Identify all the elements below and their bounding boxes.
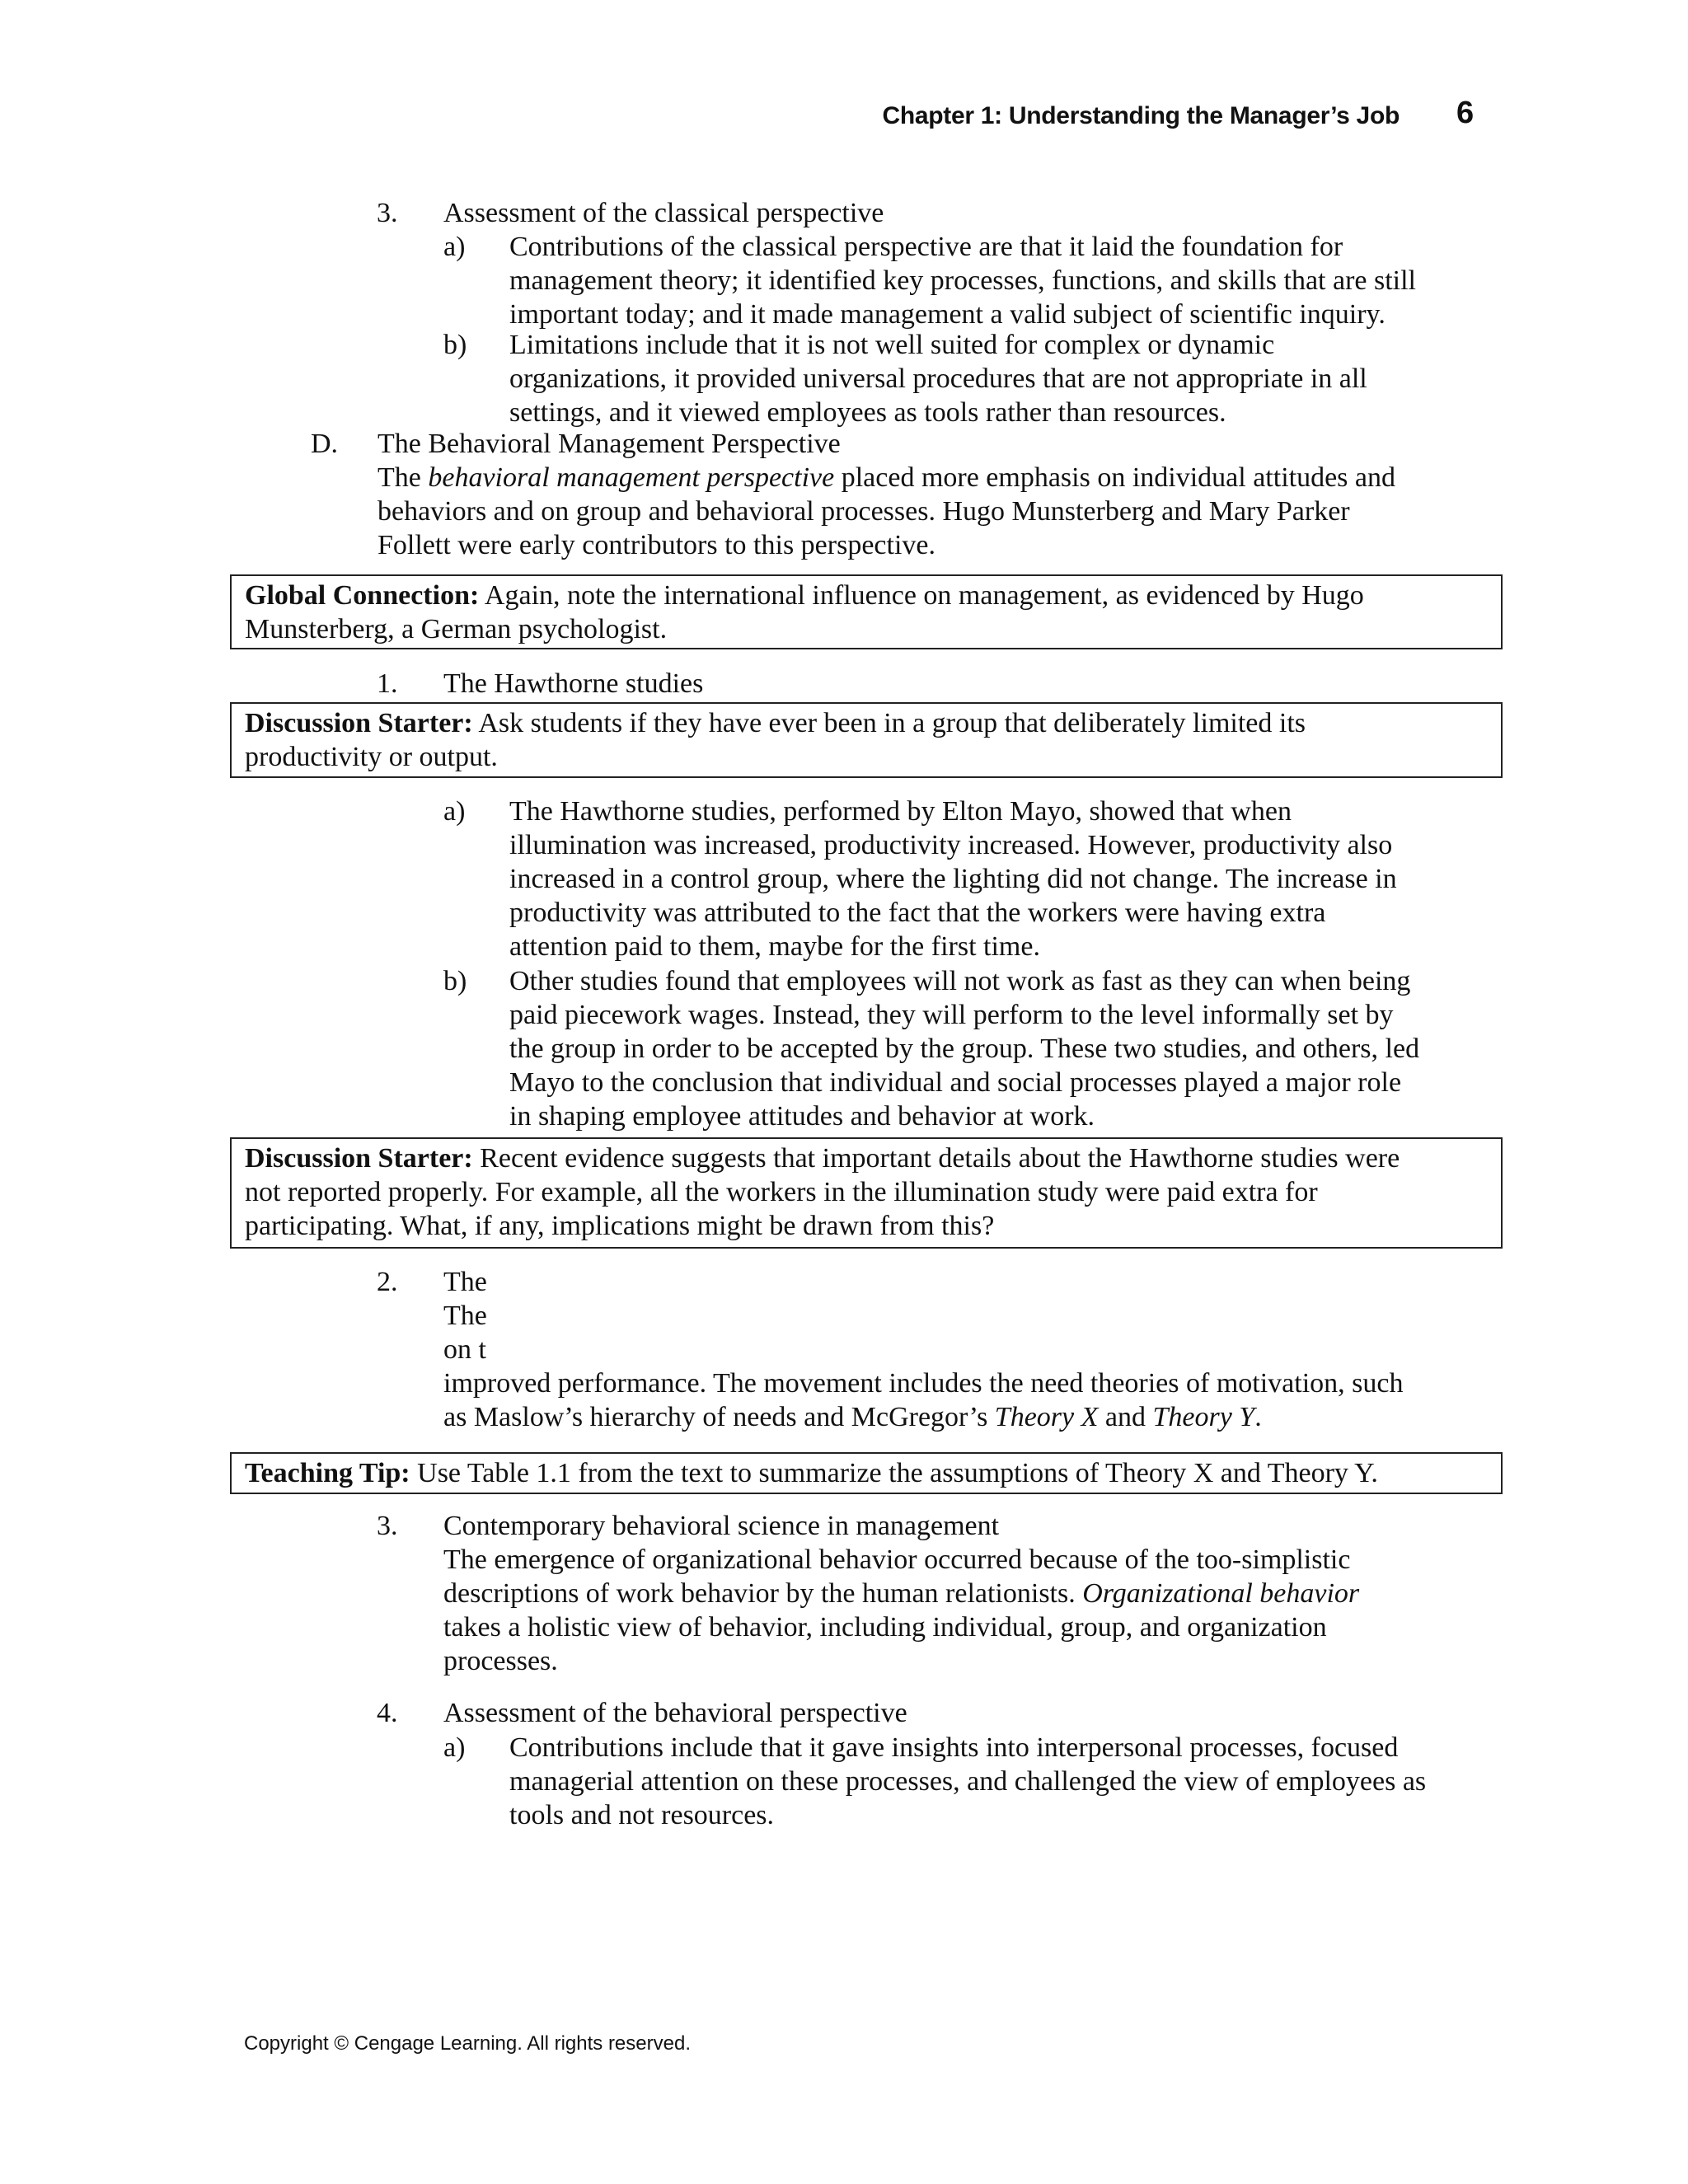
text-line: management theory; it identified key processes, functions, and skills that are still	[509, 265, 1417, 296]
text-line: Discussion Starter: Recent evidence suggests that important details about the Hawthorne studies were	[245, 1143, 1400, 1174]
copyright-footer: Copyright © Cengage Learning. All rights reserved.	[244, 2032, 691, 2055]
emphasis-term: Theory Y	[1152, 1402, 1255, 1432]
text-line: Discussion Starter: Ask students if they have ever been in a group that deliberately limited its	[245, 708, 1306, 738]
text-line: The Hawthorne studies, performed by Elton Mayo, showed that when	[509, 796, 1292, 827]
subitem-marker-a: a)	[443, 1732, 466, 1763]
text-line: Contributions include that it gave insights into interpersonal processes, focused	[509, 1732, 1399, 1763]
item-heading-hawthorne: The Hawthorne studies	[443, 668, 704, 699]
text-line: tools and not resources.	[509, 1800, 775, 1830]
text-line: Other studies found that employees will not work as fast as they can when being	[509, 966, 1411, 996]
text-line: Global Connection: Again, note the international influence on management, as evidenced by Hugo	[245, 580, 1364, 611]
item-marker-4: 4.	[377, 1698, 398, 1728]
text-line: productivity was attributed to the fact that the workers were having extra	[509, 898, 1326, 928]
text-line: settings, and it viewed employees as tools rather than resources.	[509, 397, 1226, 428]
text-line: on t	[443, 1334, 486, 1365]
item-marker-3: 3.	[377, 1511, 398, 1541]
text-line: as Maslow’s hierarchy of needs and McGregor’s Theory X and Theory Y.	[443, 1402, 1262, 1432]
text-line: Follett were early contributors to this perspective.	[377, 530, 935, 560]
item-heading-behavioral-assessment: Assessment of the behavioral perspective	[443, 1698, 907, 1728]
text-line: illumination was increased, productivity increased. However, productivity also	[509, 830, 1393, 860]
text-line: attention paid to them, maybe for the first time.	[509, 931, 1040, 962]
text-line: increased in a control group, where the lighting did not change. The increase in	[509, 864, 1397, 894]
text-line: the group in order to be accepted by the group. These two studies, and others, led	[509, 1033, 1420, 1064]
text-line: The	[443, 1301, 487, 1331]
hawthorne-studies-paragraph	[509, 794, 1397, 963]
text-line: improved performance. The movement includes the need theories of motivation, such	[443, 1368, 1404, 1399]
subitem-marker-b: b)	[443, 966, 467, 996]
classical-limitations-paragraph	[509, 328, 1367, 429]
text-line: behaviors and on group and behavioral processes. Hugo Munsterberg and Mary Parker	[377, 496, 1350, 527]
box-label: Discussion Starter:	[245, 708, 473, 738]
text-line: The emergence of organizational behavior occurred because of the too-simplistic	[443, 1544, 1351, 1575]
text-line: not reported properly. For example, all the workers in the illumination study were paid extra for	[245, 1177, 1318, 1207]
page-number: 6	[1456, 96, 1475, 130]
box-label: Discussion Starter:	[245, 1143, 473, 1174]
text-line: Mayo to the conclusion that individual and social processes played a major role	[509, 1067, 1402, 1098]
classical-contributions-paragraph	[509, 230, 1416, 331]
text-line: managerial attention on these processes, and challenged the view of employees as	[509, 1766, 1427, 1797]
item-heading: Contemporary behavioral science in management	[443, 1511, 1000, 1541]
global-connection-box	[230, 574, 1503, 649]
text-line: in shaping employee attitudes and behavior at work.	[509, 1101, 1095, 1132]
box-label: Global Connection:	[245, 580, 480, 611]
emphasis-term: Theory X	[994, 1402, 1099, 1432]
text-line: Munsterberg, a German psychologist.	[245, 614, 668, 644]
text-line: productivity or output.	[245, 742, 498, 772]
behavioral-perspective-section	[377, 427, 1395, 562]
text-line: Contributions of the classical perspective are that it laid the foundation for	[509, 232, 1343, 262]
text-line: organizations, it provided universal procedures that are not appropriate in all	[509, 363, 1367, 394]
discussion-starter-box	[230, 702, 1503, 778]
behavioral-contributions-paragraph	[509, 1731, 1426, 1832]
emphasis-term: behavioral management perspective	[428, 462, 835, 493]
item-marker-1: 1.	[377, 668, 398, 699]
subitem-marker-a: a)	[443, 796, 466, 827]
text-line: Teaching Tip: Use Table 1.1 from the text to summarize the assumptions of Theory X and Theory Y.	[245, 1458, 1378, 1488]
section-marker-d: D.	[311, 429, 339, 459]
subitem-marker-b: b)	[443, 330, 467, 360]
discussion-starter-box	[230, 1137, 1503, 1249]
subitem-marker-a: a)	[443, 232, 466, 262]
contemporary-behavioral-section	[443, 1509, 1359, 1678]
text-line: processes.	[443, 1646, 558, 1676]
text-line: paid piecework wages. Instead, they will perform to the level informally set by	[509, 1000, 1394, 1030]
text-line: Limitations include that it is not well suited for complex or dynamic	[509, 330, 1275, 360]
item-marker-3: 3.	[377, 198, 398, 228]
text-line: The behavioral management perspective placed more emphasis on individual attitudes and	[377, 462, 1395, 493]
teaching-tip-box	[230, 1452, 1503, 1494]
box-label: Teaching Tip:	[245, 1458, 410, 1488]
item-marker-2: 2.	[377, 1267, 398, 1297]
item-heading-classical-assessment: Assessment of the classical perspective	[443, 198, 884, 228]
text-line: descriptions of work behavior by the human relationists. Organizational behavior	[443, 1578, 1360, 1609]
text-line: The	[443, 1267, 487, 1297]
text-line: takes a holistic view of behavior, including individual, group, and organization	[443, 1612, 1327, 1643]
section-heading: The Behavioral Management Perspective	[377, 429, 841, 459]
human-relations-paragraph	[443, 1265, 1403, 1434]
chapter-header: Chapter 1: Understanding the Manager’s Job	[882, 102, 1400, 129]
text-line: important today; and it made management a valid subject of scientific inquiry.	[509, 299, 1386, 330]
text-line: participating. What, if any, implications might be drawn from this?	[245, 1211, 995, 1241]
piecework-studies-paragraph	[509, 964, 1419, 1133]
emphasis-term: Organizational behavior	[1082, 1578, 1360, 1609]
